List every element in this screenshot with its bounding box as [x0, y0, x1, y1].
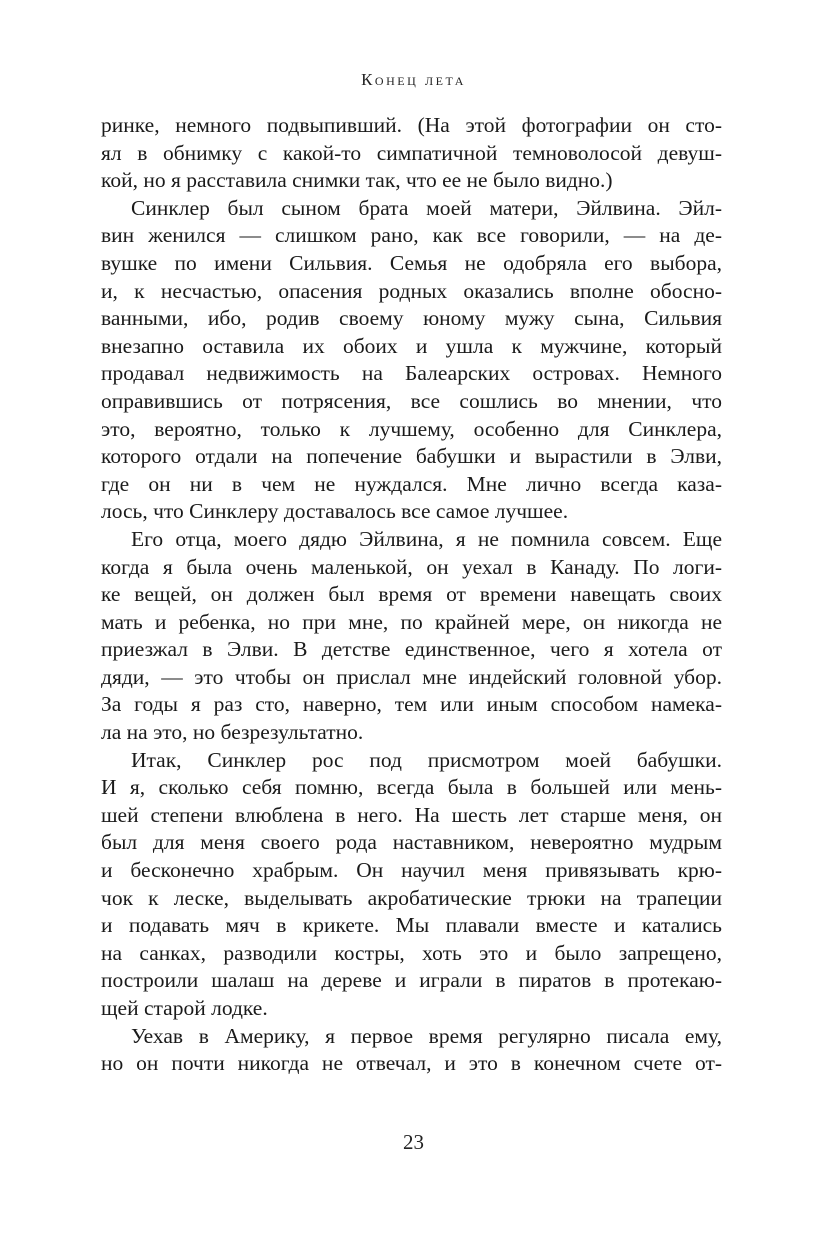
text-line: ял в обнимку с какой-то симпатичной темноволосой девуш- [101, 140, 722, 165]
text-line: построили шалаш на дереве и играли в пиратов в протекаю- [101, 968, 722, 993]
text-line: был для меня своего рода наставником, невероятно мудрым [101, 830, 722, 855]
text-line: Синклер был сыном брата моей матери, Эйлвина. Эйл- [131, 195, 722, 220]
text-line: когда я была очень маленькой, он уехал в Канаду. По логи- [101, 554, 722, 579]
text-line: и подавать мяч в крикете. Мы плавали вместе и катались [101, 913, 722, 938]
text-line: Итак, Синклер рос под присмотром моей бабушки. [131, 747, 722, 772]
paragraph [101, 1023, 722, 1078]
text-line: ке вещей, он должен был время от времени навещать своих [101, 582, 722, 607]
text-line: приезжал в Элви. В детстве единственное, чего я хотела от [101, 637, 722, 662]
text-line: вин женился — слишком рано, как все говорили, — на де- [101, 223, 722, 248]
text-line: и бесконечно храбрым. Он научил меня привязывать крю- [101, 858, 722, 883]
text-line: мать и ребенка, но при мне, по крайней мере, он никогда не [101, 609, 722, 634]
text-line: которого отдали на попечение бабушки и вырастили в Элви, [101, 444, 722, 469]
text-line: и, к несчастью, опасения родных оказались вполне обосно- [101, 278, 722, 303]
text-line: Его отца, моего дядю Эйлвина, я не помнила совсем. Еще [131, 526, 722, 551]
text-line: Уехав в Америку, я первое время регулярно писала ему, [131, 1023, 722, 1048]
text-line: на санках, разводили костры, хоть это и было запрещено, [101, 940, 722, 965]
text-line: дяди, — это чтобы он прислал мне индейский головной убор. [101, 664, 722, 689]
text-line: это, вероятно, только к лучшему, особенно для Синклера, [101, 416, 722, 441]
text-line: лось, что Синклеру доставалось все самое лучшее. [101, 499, 569, 524]
paragraph [101, 747, 722, 1023]
running-head: Конец лета [361, 70, 466, 89]
text-line: чок к леске, выделывать акробатические трюки на трапеции [101, 885, 722, 910]
text-line: ринке, немного подвыпивший. (На этой фотографии он сто- [101, 113, 722, 137]
text-line: ла на это, но безрезультатно. [101, 720, 364, 745]
paragraph [101, 526, 722, 747]
text-line: ванными, ибо, родив своему юному мужу сына, Сильвия [101, 306, 722, 331]
text-line: но он почти никогда не отвечал, и это в конечном счете от- [101, 1051, 722, 1076]
text-line: шей степени влюблена в него. На шесть лет старше меня, он [101, 802, 722, 827]
paragraph [101, 112, 722, 195]
body-text [101, 112, 722, 1078]
text-line: За годы я раз сто, наверно, тем или иным способом намека- [101, 692, 722, 717]
text-line: кой, но я расставила снимки так, что ее не было видно.) [101, 168, 613, 193]
text-line: продавал недвижимость на Балеарских островах. Немного [101, 361, 722, 386]
text-line: И я, сколько себя помню, всегда была в большей или мень- [101, 775, 722, 800]
text-line: внезапно оставила их обоих и ушла к мужчине, который [101, 333, 722, 358]
text-line: где он ни в чем не нуждался. Мне лично всегда каза- [101, 471, 722, 496]
page-number: 23 [403, 1130, 424, 1154]
text-line: вушке по имени Сильвия. Семья не одобряла его выбора, [101, 250, 722, 275]
text-line: щей старой лодке. [101, 996, 268, 1020]
text-line: оправившись от потрясения, все сошлись во мнении, что [101, 388, 722, 413]
paragraph [101, 195, 722, 526]
